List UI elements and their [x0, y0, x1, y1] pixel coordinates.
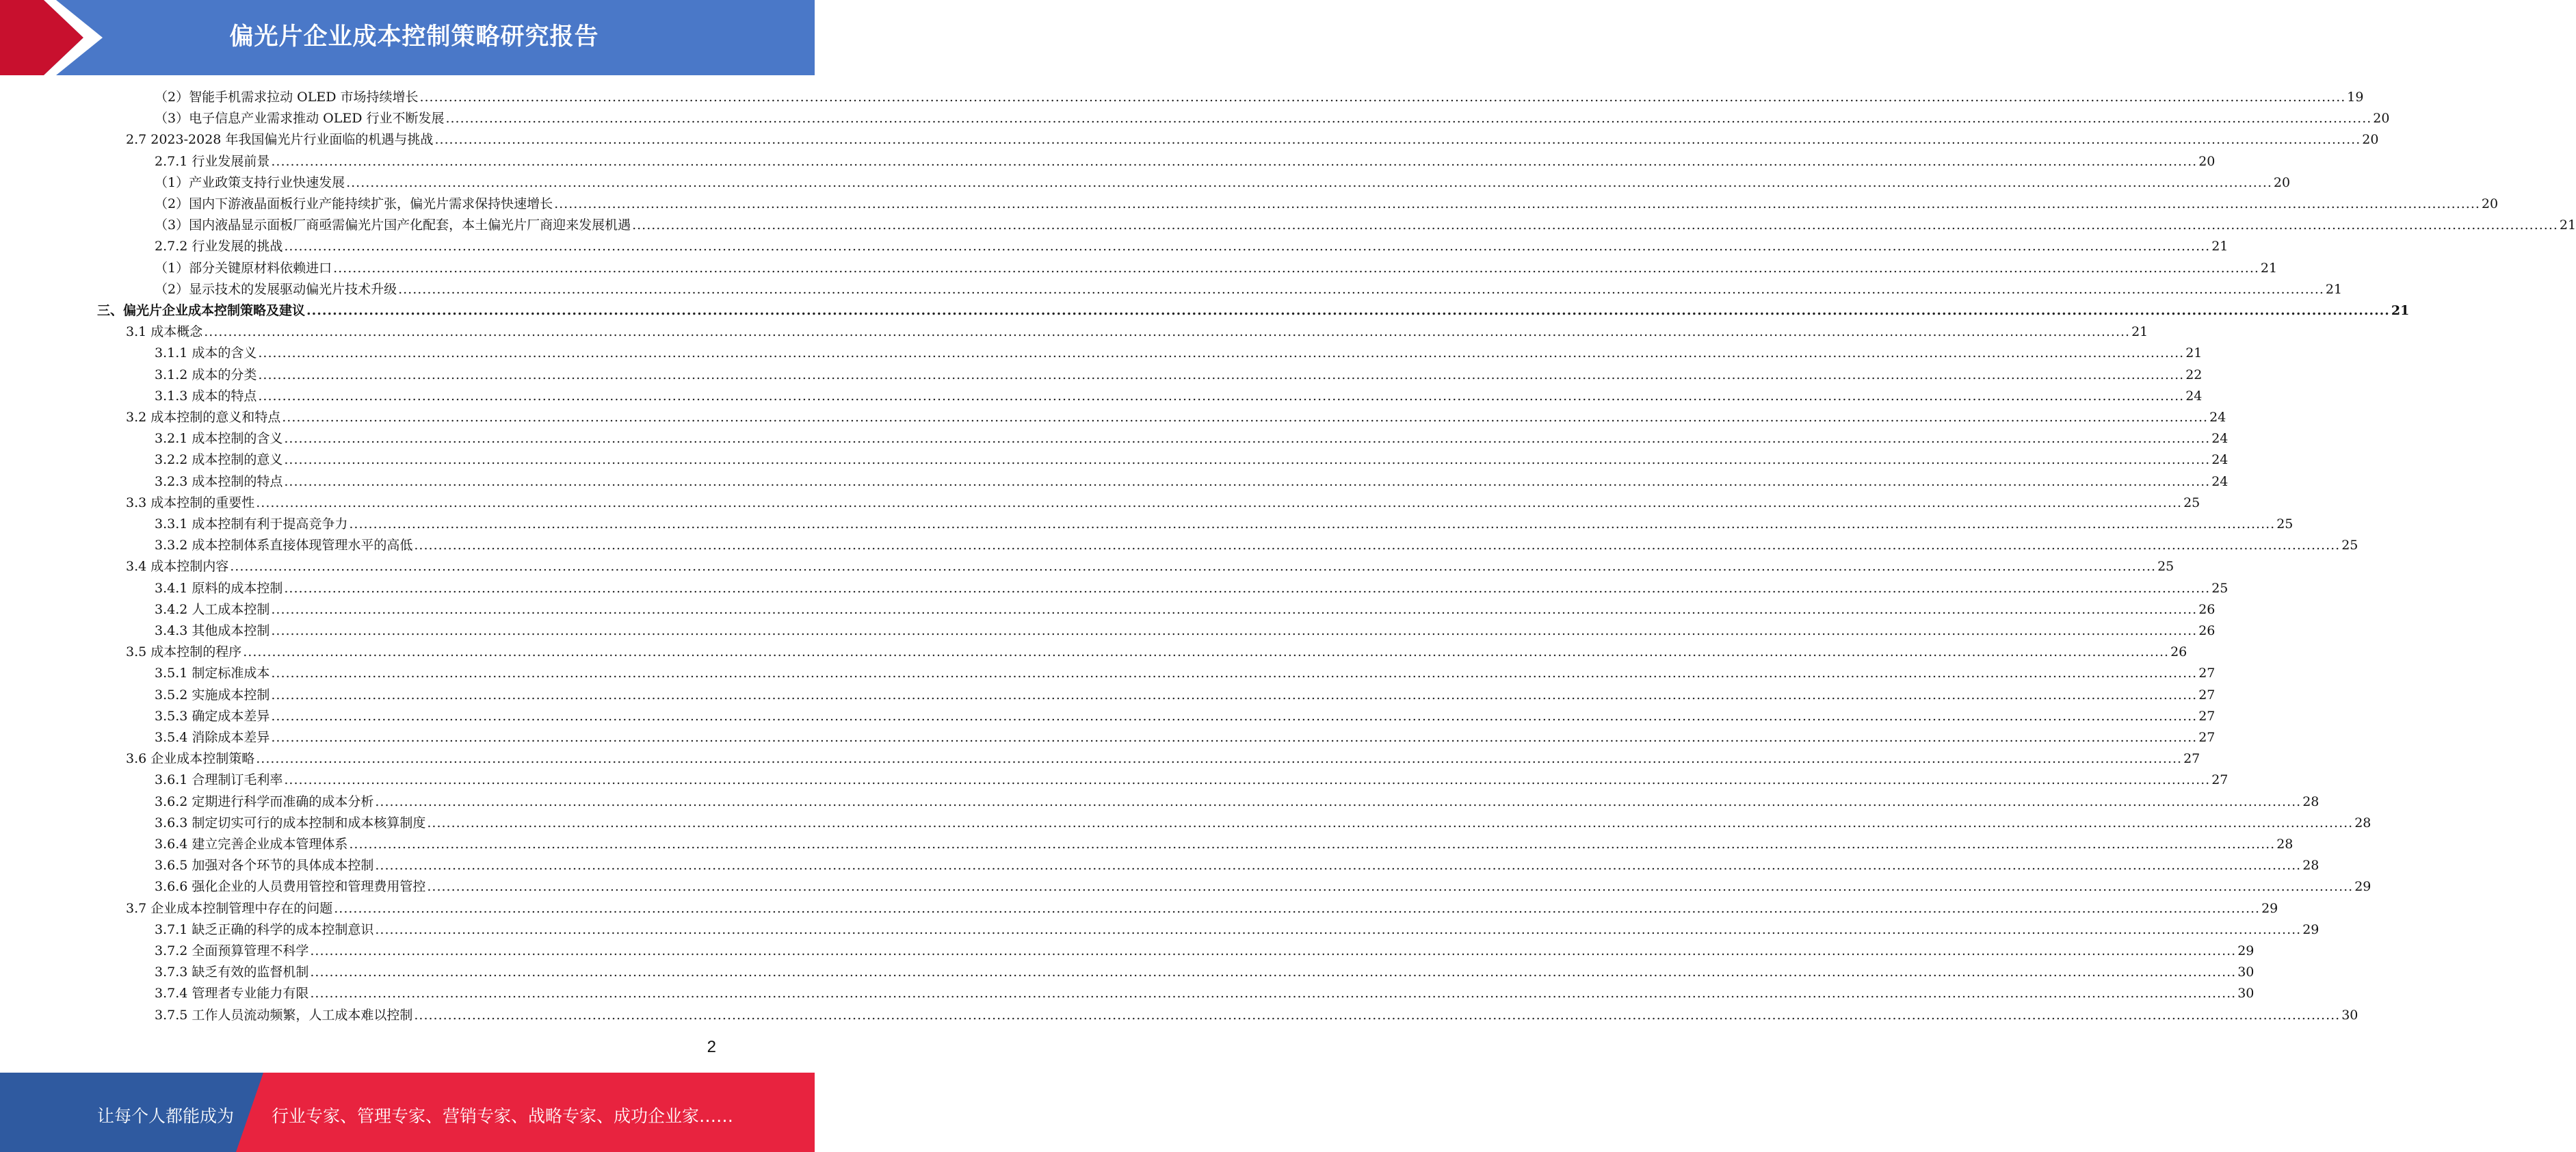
toc-entry-page: 29: [2354, 879, 2371, 895]
toc-entry-page: 28: [2276, 837, 2294, 852]
toc-entry-page: 29: [2237, 943, 2255, 958]
toc-entry-page: 27: [2198, 708, 2216, 724]
toc-entry-page: 24: [2185, 388, 2203, 404]
toc-dot-leader: ................................................................................................................................................................................................................................................................................................................................................................................................................: [271, 730, 2198, 745]
toc-entry-page: 27: [2198, 730, 2216, 745]
toc-entry[interactable]: [155, 813, 2371, 834]
toc-dot-leader: ................................................................................................................................................................................................................................................................................................................................................................................................................: [375, 794, 2302, 809]
toc-entry[interactable]: [155, 215, 2576, 236]
toc-dot-leader: ................................................................................................................................................................................................................................................................................................................................................................................................................: [375, 858, 2302, 874]
toc-entry-page: 28: [2354, 815, 2371, 830]
toc-entry[interactable]: [155, 151, 2216, 172]
toc-entry-page: 20: [2481, 196, 2499, 211]
toc-entry-page: 21: [2391, 303, 2410, 318]
toc-entry[interactable]: [155, 236, 2229, 257]
toc-dot-leader: ................................................................................................................................................................................................................................................................................................................................................................................................................: [282, 410, 2209, 425]
toc-entry-label: （3）电子信息产业需求推动 OLED 行业不断发展: [155, 111, 445, 127]
toc-entry-label: 3.2.3 成本控制的特点: [155, 473, 283, 489]
toc-entry[interactable]: [155, 855, 2319, 876]
toc-entry-page: 24: [2209, 410, 2226, 425]
toc-entry-label: 3.7.2 全面预算管理不科学: [155, 943, 309, 958]
toc-dot-leader: ................................................................................................................................................................................................................................................................................................................................................................................................................: [271, 153, 2198, 169]
toc-dot-leader: ................................................................................................................................................................................................................................................................................................................................................................................................................: [284, 772, 2211, 788]
toc-dot-leader: ................................................................................................................................................................................................................................................................................................................................................................................................................: [271, 623, 2198, 638]
toc-entry-label: 3.5.2 实施成本控制: [155, 687, 270, 703]
toc-dot-leader: ................................................................................................................................................................................................................................................................................................................................................................................................................: [256, 495, 2183, 510]
toc-entry-page: 21: [2325, 281, 2343, 297]
toc-entry-page: 25: [2183, 495, 2200, 510]
toc-entry[interactable]: [155, 834, 2294, 855]
toc-entry-label: （3）国内液晶显示面板厂商亟需偏光片国产化配套，本土偏光片厂商迎来发展机遇: [155, 218, 631, 233]
toc-entry-page: 21: [2185, 345, 2203, 361]
toc-entry-label: 3.4.2 人工成本控制: [155, 601, 270, 617]
toc-entry-label: 3.6.5 加强对各个环节的具体成本控制: [155, 858, 374, 874]
toc-entry[interactable]: [155, 428, 2229, 449]
toc-entry[interactable]: [155, 599, 2216, 620]
toc-entry[interactable]: [155, 941, 2255, 962]
toc-entry-page: 21: [2260, 260, 2278, 276]
toc-entry[interactable]: [155, 791, 2319, 813]
toc-entry-label: 3.5.3 确定成本差异: [155, 708, 270, 724]
toc-entry[interactable]: [126, 493, 2200, 514]
toc-entry[interactable]: [126, 748, 2200, 770]
toc-dot-leader: ................................................................................................................................................................................................................................................................................................................................................................................................................: [258, 388, 2185, 404]
toc-dot-leader: ................................................................................................................................................................................................................................................................................................................................................................................................................: [258, 345, 2185, 361]
toc-entry-page: 20: [2198, 153, 2216, 169]
toc-entry-label: 2.7 2023-2028 年我国偏光片行业面临的机遇与挑战: [126, 132, 434, 148]
toc-entry[interactable]: [155, 770, 2229, 791]
toc-entry-label: （1）产业政策支持行业快速发展: [155, 174, 345, 190]
toc-entry-label: 2.7.2 行业发展的挑战: [155, 239, 283, 254]
toc-entry[interactable]: [155, 983, 2255, 1004]
toc-entry-page: 26: [2170, 644, 2187, 660]
toc-entry-label: 3.1.3 成本的特点: [155, 388, 257, 404]
toc-entry-label: 3.6.6 强化企业的人员费用管控和管理费用管控: [155, 879, 426, 895]
toc-dot-leader: ................................................................................................................................................................................................................................................................................................................................................................................................................: [414, 538, 2341, 553]
toc-entry-label: 3.5 成本控制的程序: [126, 644, 242, 660]
toc-dot-leader: ................................................................................................................................................................................................................................................................................................................................................................................................................: [256, 751, 2183, 767]
toc-entry-page: 24: [2211, 473, 2229, 489]
toc-entry-page: 30: [2341, 1007, 2358, 1023]
toc-dot-leader: ................................................................................................................................................................................................................................................................................................................................................................................................................: [271, 601, 2198, 617]
toc-dot-leader: ................................................................................................................................................................................................................................................................................................................................................................................................................: [346, 174, 2272, 190]
toc-entry[interactable]: [155, 663, 2216, 684]
toc-dot-leader: ................................................................................................................................................................................................................................................................................................................................................................................................................: [349, 516, 2276, 532]
toc-entry-page: 24: [2211, 452, 2229, 468]
toc-entry-page: 21: [2559, 218, 2576, 233]
toc-entry-page: 27: [2211, 772, 2229, 788]
toc-entry-label: 3.5.1 制定标准成本: [155, 666, 270, 681]
toc-entry[interactable]: [155, 876, 2371, 898]
toc-entry-page: 25: [2211, 580, 2229, 596]
toc-entry[interactable]: [155, 535, 2358, 556]
toc-entry-page: 27: [2183, 751, 2200, 767]
toc-entry-page: 25: [2276, 516, 2294, 532]
toc-entry[interactable]: [155, 343, 2203, 364]
toc-entry-page: 29: [2261, 900, 2278, 916]
toc-entry-label: （2）显示技术的发展驱动偏光片技术升级: [155, 281, 397, 297]
toc-entry-label: 3.6.2 定期进行科学而准确的成本分析: [155, 794, 374, 809]
toc-dot-leader: ................................................................................................................................................................................................................................................................................................................................................................................................................: [333, 260, 2259, 276]
toc-entry[interactable]: [155, 685, 2216, 706]
toc-entry-page: 25: [2157, 559, 2174, 575]
toc-entry-label: 3.4 成本控制内容: [126, 559, 229, 575]
toc-entry-label: 3.6 企业成本控制策略: [126, 751, 255, 767]
toc-entry-page: 28: [2302, 858, 2319, 874]
toc-dot-leader: ................................................................................................................................................................................................................................................................................................................................................................................................................: [398, 281, 2324, 297]
toc-entry-label: 三、偏光片企业成本控制策略及建议: [97, 303, 306, 318]
toc-entry-page: 27: [2198, 687, 2216, 703]
toc-dot-leader: ................................................................................................................................................................................................................................................................................................................................................................................................................: [271, 687, 2198, 703]
toc-dot-leader: ................................................................................................................................................................................................................................................................................................................................................................................................................: [349, 837, 2276, 852]
toc-dot-leader: ................................................................................................................................................................................................................................................................................................................................................................................................................: [554, 196, 2480, 211]
toc-dot-leader: ................................................................................................................................................................................................................................................................................................................................................................................................................: [271, 666, 2198, 681]
toc-dot-leader: ................................................................................................................................................................................................................................................................................................................................................................................................................: [284, 431, 2211, 447]
toc-entry[interactable]: [155, 706, 2216, 727]
toc-entry[interactable]: [155, 279, 2343, 300]
toc-entry-page: 30: [2237, 986, 2255, 1002]
toc-entry-page: 22: [2185, 367, 2203, 382]
toc-dot-leader: ................................................................................................................................................................................................................................................................................................................................................................................................................: [204, 324, 2131, 340]
toc-dot-leader: ................................................................................................................................................................................................................................................................................................................................................................................................................: [414, 1007, 2341, 1023]
toc-entry-label: 3.1.1 成本的含义: [155, 345, 257, 361]
toc-entry[interactable]: [155, 962, 2255, 983]
toc-entry-page: 24: [2211, 431, 2229, 447]
toc-entry-label: 3.7 企业成本控制管理中存在的问题: [126, 900, 333, 916]
toc-entry[interactable]: [126, 407, 2226, 428]
toc-dot-leader: ................................................................................................................................................................................................................................................................................................................................................................................................................: [243, 644, 2170, 660]
toc-entry-label: 2.7.1 行业发展前景: [155, 153, 270, 169]
toc-entry-page: 26: [2198, 601, 2216, 617]
toc-entry[interactable]: [126, 322, 2148, 343]
footer-slogan-left: 让每个人都能成为: [97, 1106, 235, 1126]
toc-entry-page: 20: [2362, 132, 2379, 148]
toc-entry-page: 30: [2237, 965, 2255, 980]
toc-entry-page: 19: [2347, 90, 2364, 105]
toc-dot-leader: ................................................................................................................................................................................................................................................................................................................................................................................................................: [284, 580, 2211, 596]
toc-dot-leader: ................................................................................................................................................................................................................................................................................................................................................................................................................: [419, 90, 2346, 105]
toc-entry-label: 3.4.1 原料的成本控制: [155, 580, 283, 596]
toc-dot-leader: ................................................................................................................................................................................................................................................................................................................................................................................................................: [258, 367, 2185, 382]
toc-entry-label: 3.7.5 工作人员流动频繁，人工成本难以控制: [155, 1007, 413, 1023]
toc-entry-label: （2）智能手机需求拉动 OLED 市场持续增长: [155, 90, 419, 105]
toc-entry[interactable]: [155, 87, 2364, 108]
toc-dot-leader: ................................................................................................................................................................................................................................................................................................................................................................................................................: [284, 239, 2211, 254]
toc-entry-label: 3.3.1 成本控制有利于提高竞争力: [155, 516, 348, 532]
toc-entry[interactable]: [155, 258, 2278, 279]
toc-entry-page: 21: [2211, 239, 2229, 254]
toc-entry-label: 3.7.1 缺乏正确的科学的成本控制意识: [155, 921, 374, 937]
toc-entry[interactable]: [155, 578, 2229, 599]
toc-entry-page: 20: [2273, 174, 2291, 190]
page-header: [0, 0, 815, 75]
toc-dot-leader: ................................................................................................................................................................................................................................................................................................................................................................................................................: [427, 879, 2354, 895]
toc-entry-label: 3.2.1 成本控制的含义: [155, 431, 283, 447]
toc-entry[interactable]: [155, 919, 2319, 941]
toc-dot-leader: ................................................................................................................................................................................................................................................................................................................................................................................................................: [427, 815, 2354, 830]
toc-dot-leader: ................................................................................................................................................................................................................................................................................................................................................................................................................: [306, 303, 2390, 318]
toc-entry-label: 3.3 成本控制的重要性: [126, 495, 255, 510]
toc-entry[interactable]: [155, 449, 2229, 471]
toc-dot-leader: ................................................................................................................................................................................................................................................................................................................................................................................................................: [334, 900, 2261, 916]
toc-entry[interactable]: [155, 194, 2499, 215]
toc-dot-leader: ................................................................................................................................................................................................................................................................................................................................................................................................................: [310, 943, 2237, 958]
report-title: 偏光片企业成本控制策略研究报告: [229, 23, 599, 51]
toc-entry-label: 3.1.2 成本的分类: [155, 367, 257, 382]
toc-entry[interactable]: [126, 129, 2379, 150]
toc-entry[interactable]: [155, 471, 2229, 493]
toc-dot-leader: ................................................................................................................................................................................................................................................................................................................................................................................................................: [284, 452, 2211, 468]
toc-dot-leader: ................................................................................................................................................................................................................................................................................................................................................................................................................: [271, 708, 2198, 724]
toc-entry-page: 26: [2198, 623, 2216, 638]
toc-entry[interactable]: [155, 514, 2294, 535]
toc-entry[interactable]: [155, 727, 2216, 748]
toc-dot-leader: ................................................................................................................................................................................................................................................................................................................................................................................................................: [310, 986, 2237, 1002]
toc-entry-label: 3.2.2 成本控制的意义: [155, 452, 283, 468]
toc-entry-label: 3.6.1 合理制订毛利率: [155, 772, 283, 788]
toc-entry-label: 3.4.3 其他成本控制: [155, 623, 270, 638]
toc-entry-label: 3.6.4 建立完善企业成本管理体系: [155, 837, 348, 852]
toc-dot-leader: ................................................................................................................................................................................................................................................................................................................................................................................................................: [375, 921, 2302, 937]
toc-entry-label: 3.3.2 成本控制体系直接体现管理水平的高低: [155, 538, 413, 553]
toc-entry[interactable]: [126, 898, 2278, 919]
page-footer: [0, 1073, 815, 1152]
toc-entry[interactable]: [155, 1005, 2358, 1026]
toc-entry[interactable]: [155, 365, 2203, 386]
toc-entry[interactable]: [155, 172, 2291, 194]
toc-dot-leader: ................................................................................................................................................................................................................................................................................................................................................................................................................: [230, 559, 2157, 575]
toc-dot-leader: ................................................................................................................................................................................................................................................................................................................................................................................................................: [445, 111, 2372, 127]
toc-entry[interactable]: [155, 620, 2216, 642]
toc-dot-leader: ................................................................................................................................................................................................................................................................................................................................................................................................................: [310, 965, 2237, 980]
toc-entry[interactable]: [97, 300, 2410, 322]
toc-entry-label: （2）国内下游液晶面板行业产能持续扩张，偏光片需求保持快速增长: [155, 196, 553, 211]
toc-dot-leader: ................................................................................................................................................................................................................................................................................................................................................................................................................: [434, 132, 2361, 148]
toc-entry-label: 3.7.3 缺乏有效的监督机制: [155, 965, 309, 980]
toc-entry-page: 28: [2302, 794, 2319, 809]
toc-dot-leader: ................................................................................................................................................................................................................................................................................................................................................................................................................: [284, 473, 2211, 489]
toc-entry-page: 29: [2302, 921, 2319, 937]
toc-entry-label: 3.1 成本概念: [126, 324, 203, 340]
toc-entry-label: 3.6.3 制定切实可行的成本控制和成本核算制度: [155, 815, 426, 830]
toc-entry-label: （1）部分关键原材料依赖进口: [155, 260, 332, 276]
toc-entry[interactable]: [126, 642, 2187, 663]
toc-entry-label: 3.7.4 管理者专业能力有限: [155, 986, 309, 1002]
toc-entry-page: 21: [2131, 324, 2148, 340]
toc-entry[interactable]: [155, 386, 2203, 407]
toc-entry-page: 27: [2198, 666, 2216, 681]
footer-slogan-right: 行业专家、管理专家、营销专家、战略专家、成功企业家……: [272, 1106, 734, 1126]
toc-entry-label: 3.2 成本控制的意义和特点: [126, 410, 281, 425]
toc-entry-page: 20: [2373, 111, 2390, 127]
toc-dot-leader: ................................................................................................................................................................................................................................................................................................................................................................................................................: [632, 218, 2558, 233]
page-number: 2: [707, 1038, 716, 1056]
toc-entry[interactable]: [155, 108, 2390, 129]
toc-entry-label: 3.5.4 消除成本差异: [155, 730, 270, 745]
toc-entry[interactable]: [126, 556, 2174, 577]
toc-entry-page: 25: [2341, 538, 2358, 553]
